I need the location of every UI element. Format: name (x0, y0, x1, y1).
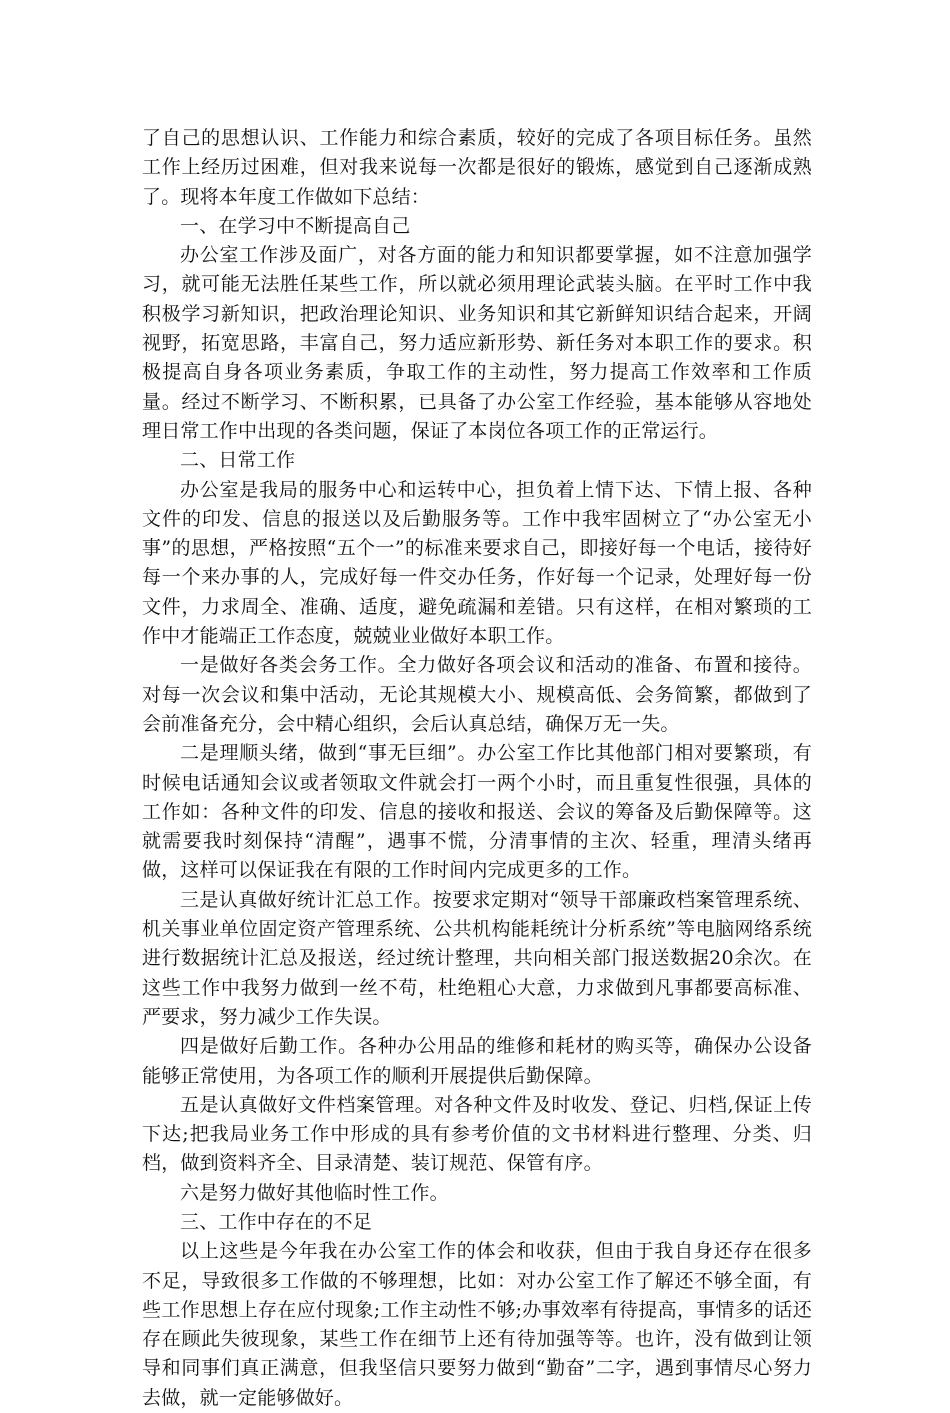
paragraph-item-temporary: 六是努力做好其他临时性工作。 (180, 1181, 449, 1204)
section-heading-daily-work: 二、日常工作 (180, 449, 296, 472)
paragraph-item-meetings: 一是做好各类会务工作。全力做好各项会议和活动的准备、布置和接待。对每一次会议和集中活动，无论其规模大小、规模高低、会务简繁，都做到了会前准备充分，会中精心组织，会后认真总结，确保万无一失。 (142, 654, 812, 735)
paragraph-item-logistics: 四是做好后勤工作。各种办公用品的维修和耗材的购买等，确保办公设备能够正常使用，为各项工作的顺利开展提供后勤保障。 (142, 1035, 812, 1087)
paragraph-daily-work: 办公室是我局的服务中心和运转中心，担负着上情下达、下情上报、各种文件的印发、信息的报送以及后勤服务等。工作中我牢固树立了“办公室无小事”的思想，严格按照“五个一”的标准来要求自己，即接好每一个电话，接待好每一个来办事的人，完成好每一件交办任务，作好每一个记录，处理好每一份文件，力求周全、准确、适度，避免疏漏和差错。只有这样，在相对繁琐的工作中才能端正工作态度，兢兢业业做好本职工作。 (142, 478, 812, 648)
section-heading-shortcomings: 三、工作中存在的不足 (180, 1210, 373, 1233)
paragraph-item-statistics: 三是认真做好统计汇总工作。按要求定期对“领导干部廉政档案管理系统、机关事业单位固定资产管理系统、公共机构能耗统计分析系统”等电脑网络系统进行数据统计汇总及报送，经过统计整理，共向相关部门报送数据20余次。在这些工作中我努力做到一丝不苟，杜绝粗心大意，力求做到凡事都要高标准、严要求，努力减少工作失误。 (142, 888, 812, 1028)
paragraph-intro-continued: 了自己的思想认识、工作能力和综合素质，较好的完成了各项目标任务。虽然工作上经历过困难，但对我来说每一次都是很好的锻炼，感觉到自己逐渐成熟了。现将本年度工作做如下总结： (142, 127, 812, 208)
paragraph-shortcomings: 以上这些是今年我在办公室工作的体会和收获，但由于我自身还存在很多不足，导致很多工作做的不够理想，比如：对办公室工作了解还不够全面，有些工作思想上存在应付现象;工作主动性不够;办事效率有待提高，事情多的话还存在顾此失彼现象，某些工作在细节上还有待加强等等。也许，没有做到让领导和同事们真正满意，但我坚信只要努力做到“勤奋”二字，遇到事情尽心努力去做，就一定能够做好。 (142, 1240, 812, 1409)
paragraph-item-archives: 五是认真做好文件档案管理。对各种文件及时收发、登记、归档,保证上传下达;把我局业务工作中形成的具有参考价值的文书材料进行整理、分类、归档，做到资料齐全、目录清楚、装订规范、保管有序。 (142, 1093, 812, 1175)
paragraph-item-details: 二是理顺头绪，做到“事无巨细”。办公室工作比其他部门相对要繁琐，有时候电话通知会议或者领取文件就会打一两个小时，而且重复性很强，具体的工作如：各种文件的印发、信息的接收和报送、会议的筹备及后勤保障等。这就需要我时刻保持“清醒”，遇事不慌，分清事情的主次、轻重，理清头绪再做，这样可以保证我在有限的工作时间内完成更多的工作。 (142, 742, 812, 882)
paragraph-study: 办公室工作涉及面广，对各方面的能力和知识都要掌握，如不注意加强学习，就可能无法胜任某些工作，所以就必须用理论武装头脑。在平时工作中我积极学习新知识，把政治理论知识、业务知识和其它新鲜知识结合起来，开阔视野，拓宽思路，丰富自己，努力适应新形势、新任务对本职工作的要求。积极提高自身各项业务素质，争取工作的主动性，努力提高工作效率和工作质量。经过不断学习、不断积累，已具备了办公室工作经验，基本能够从容地处理日常工作中出现的各类问题，保证了本岗位各项工作的正常运行。 (142, 244, 812, 442)
document-body (142, 124, 812, 1413)
section-heading-study: 一、在学习中不断提高自己 (180, 214, 411, 237)
